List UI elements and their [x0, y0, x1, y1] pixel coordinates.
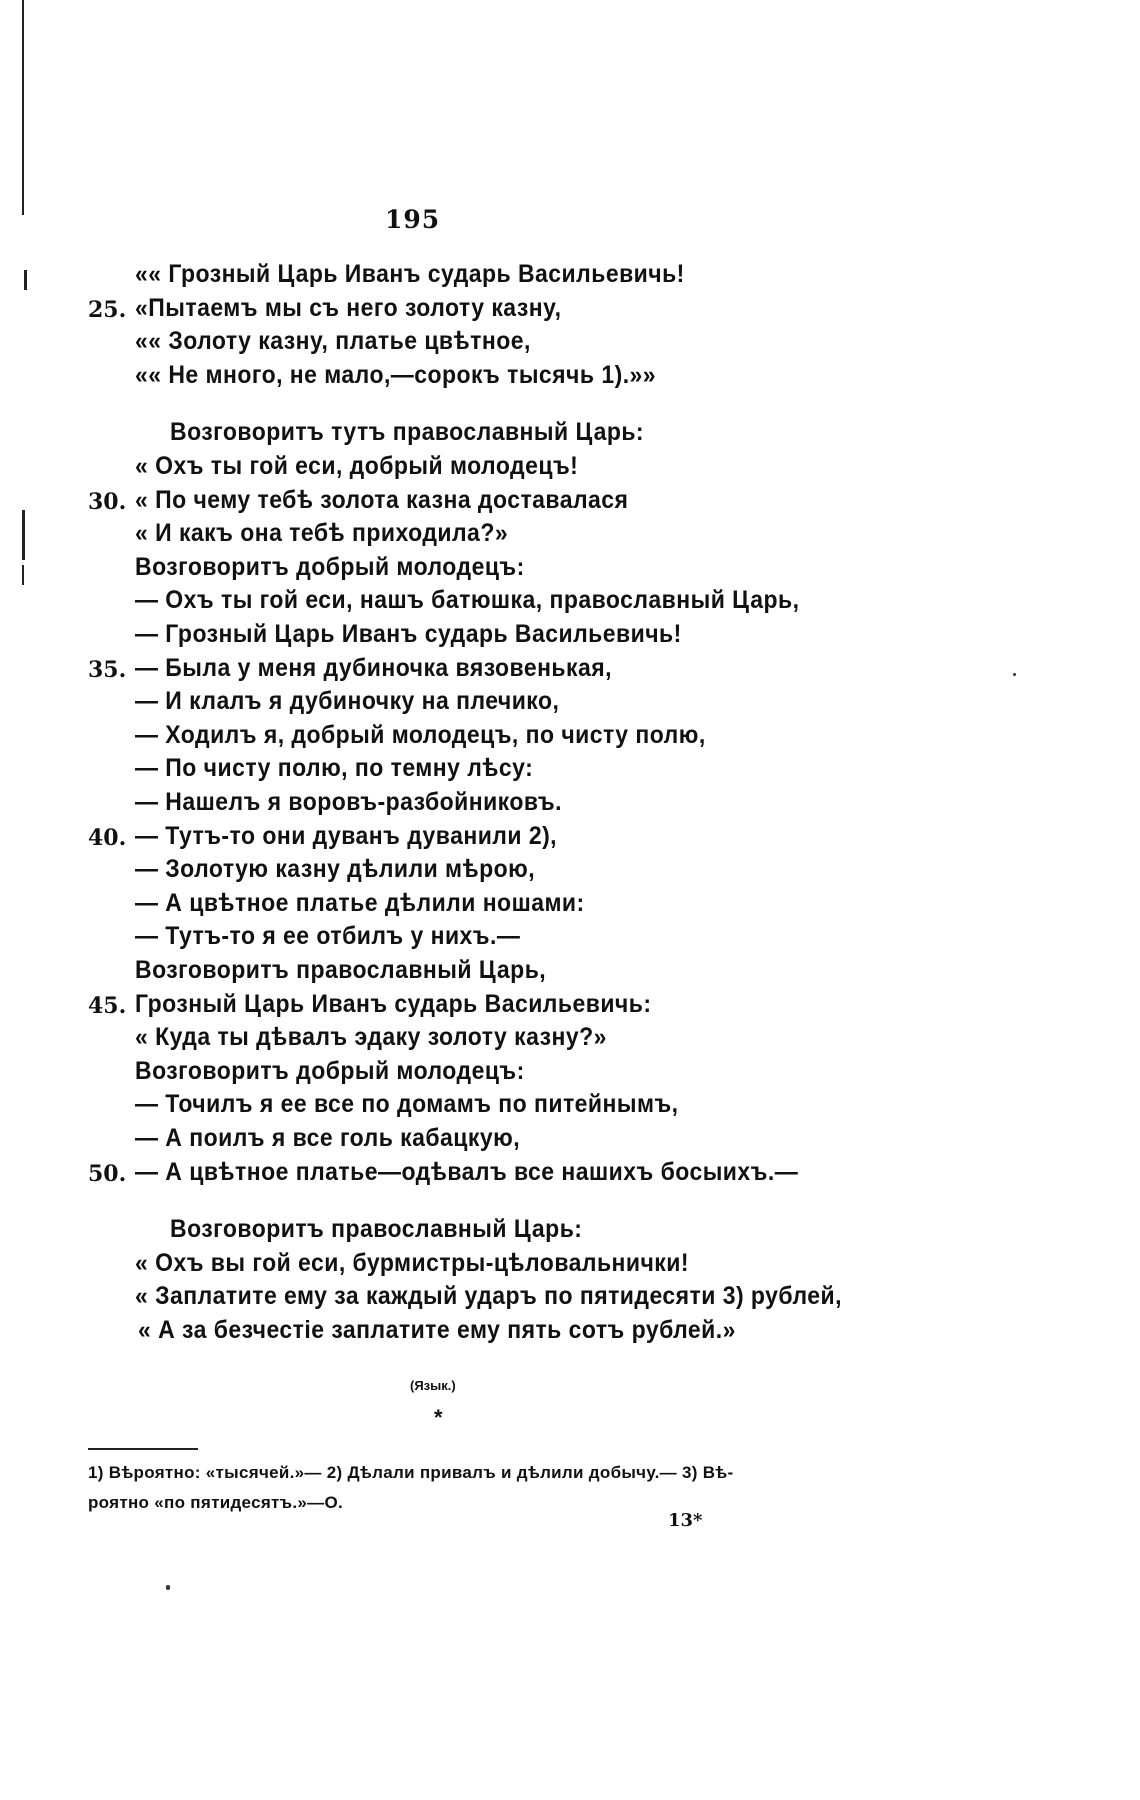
scan-dot — [166, 1585, 170, 1590]
line-text: — Тутъ-то они дуванъ дуванили 2), — [135, 821, 558, 850]
line-text: Возговоритъ добрый молодецъ: — [135, 1056, 525, 1085]
line-number: 35. — [88, 656, 127, 683]
footnotes — [88, 1458, 828, 1518]
poem-line — [0, 956, 1140, 990]
poem-line — [0, 654, 1140, 688]
poem-line — [0, 1282, 1140, 1316]
poem-line — [0, 361, 1140, 395]
poem-line — [0, 260, 1140, 294]
line-text: — А поилъ я все голь кабацкую, — [135, 1124, 521, 1152]
line-text: — Золотую казну дѣлили мѣрою, — [135, 855, 536, 884]
line-text: Возговоритъ тутъ православный Царь: — [170, 418, 645, 447]
poem-line — [0, 788, 1140, 822]
source-label: (Язык.) — [410, 1378, 456, 1393]
line-text: «« Грозный Царь Иванъ сударь Васильевичь! — [135, 260, 685, 288]
poem-line — [0, 519, 1140, 553]
line-text: — Нашелъ я воровъ-разбойниковъ. — [135, 788, 562, 816]
poem-line — [0, 620, 1140, 654]
poem-line — [0, 1316, 1140, 1350]
line-text: «Пытаемъ мы съ него золоту казну, — [135, 293, 562, 322]
poem-line — [0, 586, 1140, 620]
poem-line — [0, 855, 1140, 889]
line-number: 30. — [88, 488, 127, 515]
line-text: Возговоритъ добрый молодецъ: — [135, 552, 525, 581]
line-text: — Грозный Царь Иванъ сударь Васильевичь! — [135, 620, 682, 648]
line-text: « По чему тебѣ золота казна доставалася — [135, 485, 629, 514]
poem-line — [0, 754, 1140, 788]
line-text: — По чисту полю, по темну лѣсу: — [135, 754, 534, 783]
footnote-line: роятно «по пятидесятъ.»—О. — [88, 1493, 343, 1512]
line-number: 45. — [88, 992, 127, 1019]
poem-line — [0, 889, 1140, 923]
line-text: « И какъ она тебѣ приходила?» — [135, 519, 509, 548]
signature-mark: 13* — [668, 1510, 703, 1531]
poem-line — [0, 1090, 1140, 1124]
line-text: Грозный Царь Иванъ сударь Васильевичь: — [135, 989, 652, 1018]
line-text: Возговоритъ православный Царь, — [135, 956, 547, 984]
poem-line — [0, 327, 1140, 361]
line-text: — Ходилъ я, добрый молодецъ, по чисту полю, — [135, 720, 706, 749]
footnote-rule — [88, 1448, 198, 1450]
poem-line — [0, 922, 1140, 956]
scan-edge-line — [22, 0, 24, 215]
line-text: « Куда ты дѣвалъ эдаку золоту казну?» — [135, 1023, 607, 1052]
line-text: « Охъ ты гой еси, добрый молодецъ! — [135, 452, 579, 480]
poem-line — [0, 990, 1140, 1024]
poem-line — [0, 1023, 1140, 1057]
line-number: 50. — [88, 1160, 127, 1187]
poem-line — [0, 294, 1140, 328]
line-text: «« Не много, не мало,—сорокъ тысячь 1).»» — [135, 360, 657, 389]
poem-line — [0, 1124, 1140, 1158]
poem-line — [0, 553, 1140, 587]
line-text: «« Золоту казну, платье цвѣтное, — [135, 327, 531, 356]
scan-dot — [1013, 673, 1016, 676]
line-text: « А за безчестіе заплатите ему пять сотъ рублей.» — [138, 1316, 736, 1344]
poem-line — [0, 1057, 1140, 1091]
line-text: « Заплатите ему за каждый ударъ по пятидесяти 3) рублей, — [135, 1282, 842, 1311]
poem-line — [0, 1158, 1140, 1192]
line-number: 25. — [88, 296, 127, 323]
poem-line — [0, 1215, 1140, 1249]
line-text: — Была у меня дубиночка вязовенькая, — [135, 653, 612, 682]
poem-line — [0, 822, 1140, 856]
poem-line — [0, 418, 1140, 452]
line-text: « Охъ вы гой еси, бурмистры-цѣловальнички! — [135, 1248, 689, 1277]
line-text: Возговоритъ православный Царь: — [170, 1215, 583, 1244]
line-text: — Точилъ я ее все по домамъ по питейнымъ, — [135, 1090, 679, 1119]
line-text: — А цвѣтное платье дѣлили ношами: — [135, 888, 585, 917]
line-text: — Охъ ты гой еси, нашъ батюшка, православный Царь, — [135, 586, 800, 615]
poem-line — [0, 721, 1140, 755]
page-number: 195 — [385, 205, 441, 234]
poem-line — [0, 1249, 1140, 1283]
line-number: 40. — [88, 824, 127, 851]
footnote-line: 1) Вѣроятно: «тысячей.»— 2) Дѣлали привалъ и дѣлили добычу.— 3) Вѣ- — [88, 1463, 734, 1482]
poem-line — [0, 486, 1140, 520]
line-text: — Тутъ-то я ее отбилъ у нихъ.— — [135, 922, 521, 951]
poem-line — [0, 687, 1140, 721]
line-text: — И клалъ я дубиночку на плечико, — [135, 687, 560, 716]
section-asterisk: * — [434, 1405, 443, 1430]
line-text: — А цвѣтное платье—одѣвалъ все нашихъ босыихъ.— — [135, 1157, 799, 1186]
poem-line — [0, 452, 1140, 486]
